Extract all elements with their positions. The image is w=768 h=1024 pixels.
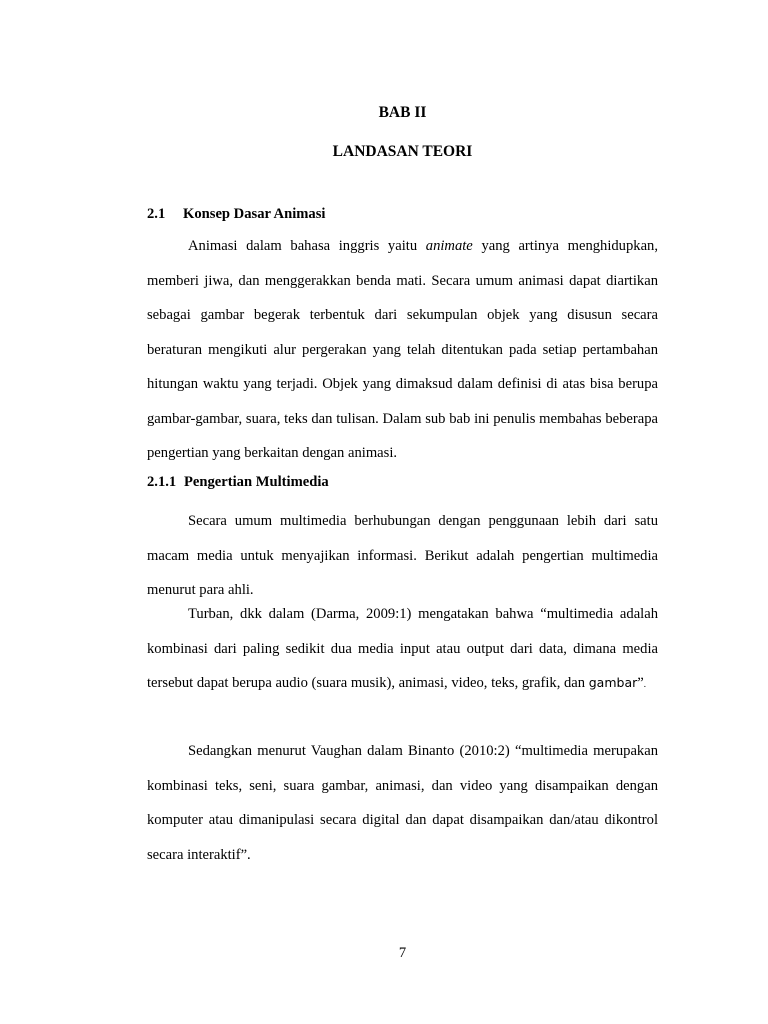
section-title: Pengertian Multimedia	[184, 474, 329, 490]
paragraph-vaughan-quote: Sedangkan menurut Vaughan dalam Binanto (2010:2) “multimedia merupakan kombinasi teks, seni, suara gambar, animasi, dan video yang disampaikan dengan komputer atau dimanipulasi secara digital dan dapat disampaikan dan/atau dikontrol secara interaktif”.	[147, 743, 658, 863]
quote-last-word: gambar	[588, 675, 638, 690]
chapter-number: BAB II	[378, 104, 427, 121]
section-number: 2.1	[147, 206, 166, 222]
chapter-title: LANDASAN TEORI	[332, 143, 473, 160]
closing-quote: ”	[637, 675, 644, 691]
paragraph-multimedia-intro: Secara umum multimedia berhubungan dengan penggunaan lebih dari satu macam media untuk menyajikan informasi. Berikut adalah pengertian multimedia menurut para ahli.	[147, 513, 658, 598]
section-number: 2.1.1	[147, 474, 177, 490]
section-heading-2-1-1	[147, 474, 329, 491]
paragraph-turban-quote	[147, 597, 658, 702]
page-number: 7	[398, 945, 407, 961]
section-heading-2-1	[147, 206, 325, 223]
end-mark: .	[643, 679, 646, 689]
emphasized-term: animate	[425, 238, 473, 254]
paragraph-text: Animasi dalam bahasa inggris yaitu	[188, 238, 426, 254]
paragraph-text: yang artinya menghidupkan, memberi jiwa, dan menggerakkan benda mati. Secara umum animasi dapat diartikan sebagai gambar begerak terbentuk dari sekumpulan objek yang disusun secara beraturan mengikuti alur pergerakan yang telah ditentukan pada setiap pertambahan hitungan waktu yang terjadi. Objek yang dimaksud dalam definisi di atas bisa berupa gambar-gambar, suara, teks dan tulisan. Dalam sub bab ini penulis membahas beberapa pengertian yang berkaitan dengan animasi.	[147, 238, 659, 461]
paragraph-text: Turban, dkk dalam (Darma, 2009:1) mengatakan bahwa “multimedia adalah kombinasi dari paling sedikit dua media input atau output dari data, dimana media tersebut dapat berupa audio (suara musik), animasi, video, teks, grafik, dan	[147, 606, 658, 691]
section-title: Konsep Dasar Animasi	[183, 206, 326, 222]
paragraph-animasi	[147, 229, 658, 471]
